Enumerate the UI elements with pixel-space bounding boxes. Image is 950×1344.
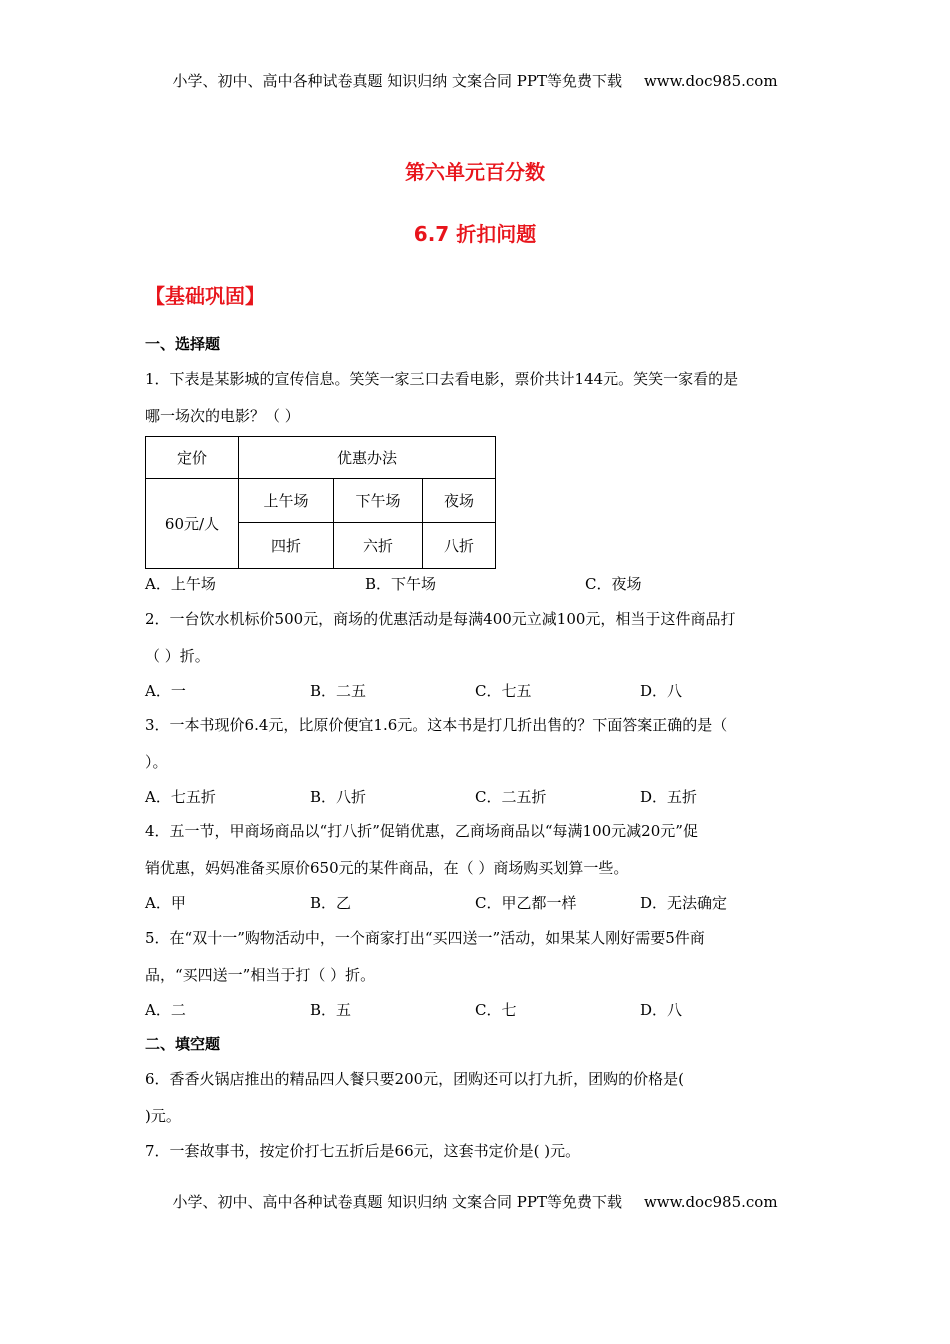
q1-option-b: B．下午场: [365, 575, 437, 593]
q4-line2: 销优惠，妈妈准备买原价650元的某件商品，在（ ）商场购买划算一些。: [145, 859, 629, 877]
q5-option-d: D．八: [640, 1001, 683, 1019]
footer-site[interactable]: www.doc985.com: [643, 1193, 778, 1211]
q1-line1: 1．下表是某影城的宣传信息。笑笑一家三口去看电影，票价共计144元。笑笑一家看的是: [145, 370, 739, 388]
table-price-cell: 60元/人: [146, 479, 239, 569]
q3-option-b: B．八折: [310, 788, 367, 806]
table-session: 夜场: [423, 479, 496, 523]
q7-line1: 7．一套故事书，按定价打七五折后是66元，这套书定价是( )元。: [145, 1142, 581, 1160]
q5-option-a: A．二: [145, 1001, 186, 1019]
q6-line1: 6．香香火锅店推出的精品四人餐只要200元，团购还可以打九折，团购的价格是(: [145, 1070, 685, 1088]
table-header-price: 定价: [146, 437, 239, 479]
page-footer: [0, 1191, 950, 1212]
page-header: [0, 70, 950, 91]
footer-text: 小学、初中、高中各种试卷真题 知识归纳 文案合同 PPT等免费下载: [172, 1193, 622, 1211]
q2-option-a: A．一: [145, 682, 186, 700]
table-discount: 八折: [423, 523, 496, 569]
q4-option-a: A．甲: [145, 894, 186, 912]
q4-option-b: B．乙: [310, 894, 352, 912]
q5-line2: 品，“买四送一”相当于打（ ）折。: [145, 966, 376, 984]
table-session: 下午场: [334, 479, 423, 523]
q2-option-b: B．二五: [310, 682, 367, 700]
q4-line1: 4．五一节，甲商场商品以“打八折”促销优惠，乙商场商品以“每满100元减20元”促: [145, 822, 698, 840]
q3-line1: 3．一本书现价6.4元，比原价便宜1.6元。这本书是打几折出售的？下面答案正确的是（: [145, 716, 728, 734]
q5-option-c: C．七: [475, 1001, 517, 1019]
part-heading-choice: 一、选择题: [145, 335, 221, 353]
table-discount: 四折: [239, 523, 334, 569]
header-text: 小学、初中、高中各种试卷真题 知识归纳 文案合同 PPT等免费下载: [172, 72, 622, 90]
q2-line1: 2．一台饮水机标价500元，商场的优惠活动是每满400元立减100元，相当于这件商品打: [145, 610, 736, 628]
q2-option-d: D．八: [640, 682, 683, 700]
q2-option-c: C．七五: [475, 682, 532, 700]
page-subtitle: 6.7 折扣问题: [413, 222, 537, 246]
q3-option-d: D．五折: [640, 788, 698, 806]
q3-option-c: C．二五折: [475, 788, 547, 806]
header-site[interactable]: www.doc985.com: [643, 72, 778, 90]
table-header-offer: 优惠办法: [239, 437, 496, 479]
page-title: 第六单元百分数: [405, 160, 545, 184]
q6-line2: )元。: [145, 1107, 181, 1125]
q4-option-d: D．无法确定: [640, 894, 728, 912]
price-table: [145, 436, 496, 569]
table-session: 上午场: [239, 479, 334, 523]
q4-option-c: C．甲乙都一样: [475, 894, 577, 912]
q1-option-a: A．上午场: [145, 575, 216, 593]
q1-option-c: C．夜场: [585, 575, 642, 593]
q3-line2: ）。: [145, 753, 168, 771]
table-discount: 六折: [334, 523, 423, 569]
q5-option-b: B．五: [310, 1001, 352, 1019]
q1-line2: 哪一场次的电影？（ ）: [145, 407, 300, 425]
q5-line1: 5．在“双十一”购物活动中，一个商家打出“买四送一”活动，如果某人刚好需要5件商: [145, 929, 705, 947]
section-tag: 【基础巩固】: [145, 284, 265, 308]
q3-option-a: A．七五折: [145, 788, 216, 806]
part-heading-fill: 二、填空题: [145, 1035, 221, 1053]
q2-line2: （ ）折。: [145, 647, 210, 665]
